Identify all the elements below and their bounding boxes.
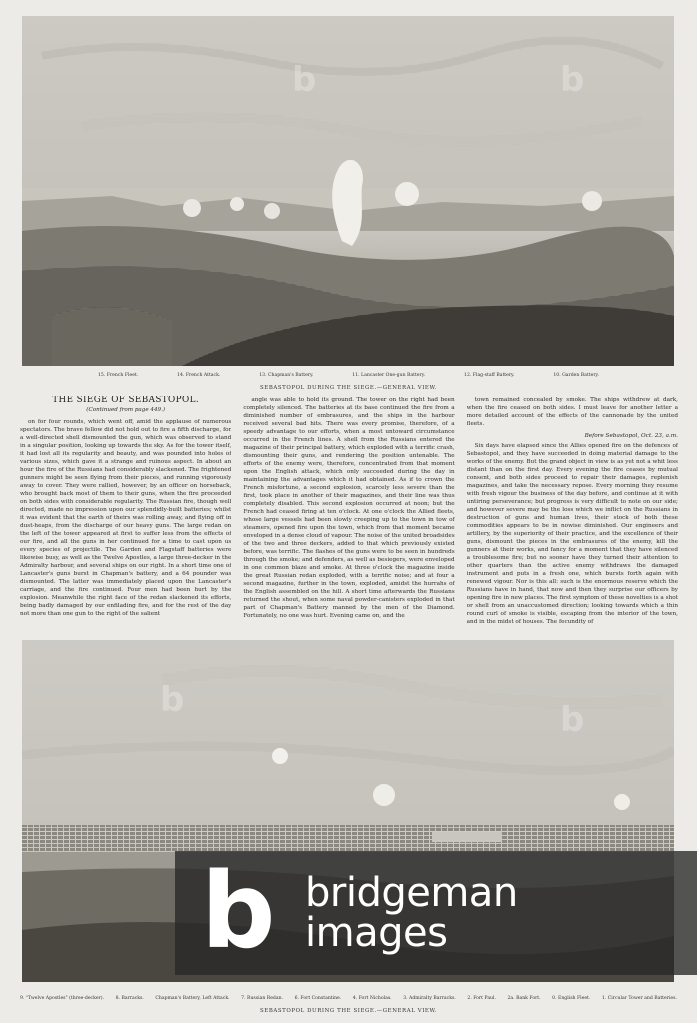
article-paragraph: angle was able to hold its ground. The tower on the right had been completely silenced. The batteries at its base continued the fire from a diminished number of embrasures, and the ships in the harbour received several bad hits. There was every promise, therefore, of a speedy advantage to our efforts, when a most untoward circumstance occurred in the French lines. A shell from the Russians entered the magazine of their principal battery, which exploded with a terrific crash, dismounting their guns, and rendering the position untenable. The efforts of the enemy were, therefore, concentrated from that moment upon the English attack, which only succeeded during the day in maintaining the advantages which it had obtained. As if to crown the French misfortune, a second explosion, scarcely less severe than the first, took place in another of their magazines, and their line was thus completely disabled. This second explosion occurred at noon; but the French had ceased firing at ten o'clock. At one o'clock the Allied fleets, whose large vessels had been slowly creeping up to the town in tow of steamers, opened fire upon the town, which from that moment became enveloped in a dense cloud of vapour. The noise of the united broadsides of the two and three deckers, added to that which previously existed before, was terrific. The flashes of the guns were to be seen in hundreds through the smoke; and defenders, as well as besiegers, were enveloped in one common blaze and smoke. At three o'clock the magazine inside the great Russian redan exploded, with a terrific noise; and at four a second magazine, further in the town, exploded, amidst the hurrahs of the English assembled on the hill. A short time afterwards the Russians returned the shout, when some naval powder-canisters exploded in that part of Chapman's Battery manned by the men of the Diamond. Fortunately, no one was hurt. Evening came on, and the (243, 397, 455, 619)
figure-label: 15. French Fleet. (98, 373, 139, 378)
figure-label: 4. Fort Nicholas. (352, 996, 392, 1001)
continued-note: (Continued from page 449.) (86, 407, 166, 413)
figure-label: 9. "Twelve Apostles" (three-decker). (20, 996, 105, 1001)
figure-label: 10. Garden Battery. (553, 373, 599, 378)
figure-label: 0. English Fleet. (552, 996, 591, 1001)
figure-label: Chapman's Battery, Left Attack. (155, 996, 230, 1001)
figure-label: 3. Admiralty Barracks. (403, 996, 456, 1001)
bottom-figure-labels (20, 996, 677, 1001)
article-column-1 (20, 396, 231, 632)
figure-label: 1. Circular Tower and Batteries. (601, 996, 677, 1001)
bridgeman-wordmark (305, 870, 518, 956)
figure-label: 14. French Attack. (177, 373, 221, 378)
article-paragraph: town remained concealed by smoke. The ships withdrew at dark, when the fire ceased on both sides. I must leave for another letter a more detailed account of the effects of the cannonade by the united fleets. (466, 397, 678, 427)
figure-label: 12. Flag-staff Battery. (464, 373, 515, 378)
dateline: Before Sebastopol, Oct. 23, a.m. (584, 433, 678, 439)
figure-label: 8. Barracks. (115, 996, 144, 1001)
top-figure-labels (20, 373, 677, 378)
watermark-letter: b (160, 680, 185, 720)
figure-label: 2a. Bank Fort. (507, 996, 541, 1001)
wordmark-line-2: images (305, 910, 448, 956)
article-paragraph: Six days have elapsed since the Allies opened fire on the defences of Sebastopol, and they have succeeded in doing material damage to the works of the enemy. But the grand object in view is as yet not a whit less distant than on the first day. Every evening the fire ceases by mutual consent, and both sides proceed to repair their damages, replenish magazines, and take the necessary repose. Every morning they resume with fresh vigour the business of the day before, and continue at it with untiring perseverance; but progress is very difficult to note on our side; and however severe may be the loss which we inflict on the Russians in destruction of guns and human lives, their stock of both these commodities appears to be in nowise diminished. Our engineers and artillery, by the superiority of their practice, and the excellence of their guns, dismount the pieces in the embrasures of the enemy, kill the gunners at their works, and fancy for a moment that they have silenced a troublesome fire; but no sooner have they turned their attention to other quarters than the active enemy withdraws the damaged instrument and puts in a fresh one, which bursts forth again with renewed vigour. Nor is this all: such is the enormous reserve which the Russians have in hand, that now and then they surprise our officers by opening fire in new places. The first symptom of these novelties is a shot or shell from an unaccustomed direction; looking towards which a thin round curl of smoke is visible, escaping from the interior of the town, and in the midst of houses. The fecundity of (466, 443, 678, 625)
article-column-2 (243, 396, 454, 632)
watermark-letter: b (292, 60, 317, 100)
bottom-figure-title: SEBASTOPOL DURING THE SIEGE.—GENERAL VIEW. (260, 1008, 437, 1014)
article (20, 396, 678, 632)
watermark-letter: b (560, 700, 585, 740)
article-column-3 (467, 396, 678, 632)
figure-label: 11. Lancaster One-gun Battery. (352, 373, 426, 378)
top-figure-title: SEBASTOPOL DURING THE SIEGE.—GENERAL VIEW. (260, 385, 437, 391)
article-headline: THE SIEGE OF SEBASTOPOL. (52, 396, 200, 405)
bridgeman-logo: b (201, 850, 276, 972)
figure-label: 13. Chapman's Battery. (259, 373, 314, 378)
wordmark-line-1: bridgeman (305, 870, 518, 916)
figure-label: 6. Fort Constantine. (294, 996, 342, 1001)
watermark-banner (175, 851, 697, 975)
figure-label: 7. Russian Redan. (241, 996, 284, 1001)
figure-label: 2. Fort Paul. (467, 996, 496, 1001)
article-paragraph: on for four rounds, which went off, amid the applause of numerous spectators. The brave fellow did not hold out to fire a fifth discharge, for a well-directed shell dismounted the gun, which was observed to stand in a singular position, looking up towards the sky. As for the tower itself, it had lost all its regularity and beauty, and was pounded into holes of various sizes, which gave it a strange and ruinous aspect. In about an hour the fire of the Russians had considerably slackened. The frightened gunners might be seen flying from their pieces, and running vigorously away to cover. They were rallied, however, by an officer on horseback, who brought back most of them to their guns, when the fire proceeded on both sides with considerable regularity. The Russian fire, though well directed, made no impression upon our splendidly-built batteries; whilst it was evident that the earth of theirs was rolling away, and flying off in dust-heaps, from the discharge of our heavy guns. The large redan on the left of the tower appeared at first to suffer less from the effects of our fire, and all the guns in her continued for a time to cast upon us every species of projectile. The Garden and Flagstaff batteries were likewise busy, as well as the Twelve Apostles, a large three-decker in the Admiralty harbour, and several ships on our right. In a short time one of Lancaster's guns burst in Chapman's battery, and a 64 pounder was dismounted. The latter was immediately placed upon the Lancaster's carriage, and the fire continued. Four men had been hurt by the explosion. Meanwhile the right face of the redan slackened its efforts, being badly damaged by our enfilading fire, and for the rest of the day not more than one gun to the right of the salient (20, 419, 232, 617)
watermark-letter: b (560, 60, 585, 100)
